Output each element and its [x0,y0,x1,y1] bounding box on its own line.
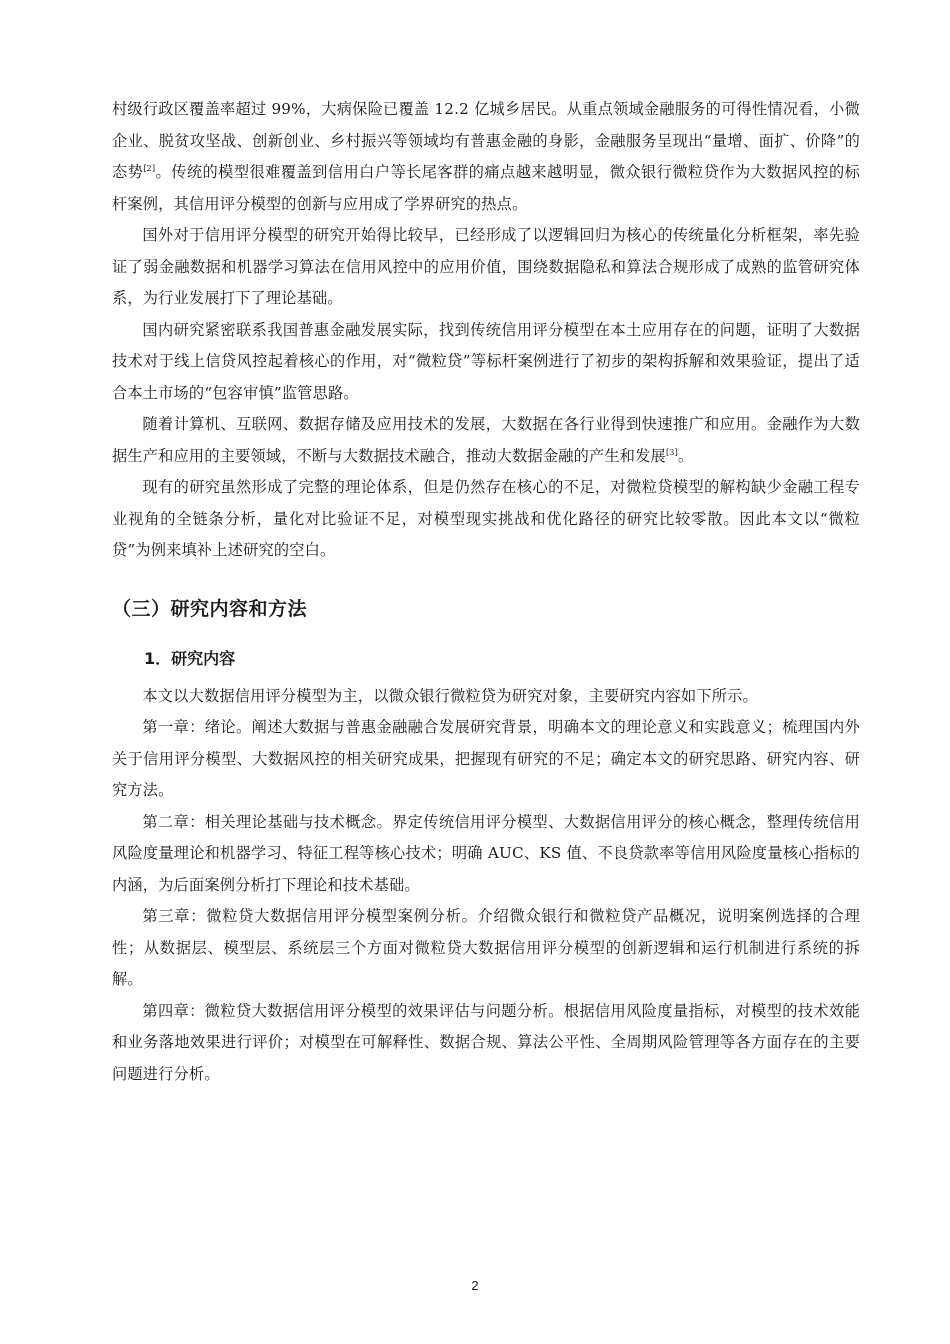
paper-body [112,94,860,1090]
paragraph-chapter-1: 第一章：绪论。阐述大数据与普惠金融融合发展研究背景，明确本文的理论意义和实践意义；梳理国内外关于信用评分模型、大数据风控的相关研究成果，把握现有研究的不足；确定本文的研究思路、研究内容、研究方法。 [112,718,860,799]
citation-ref: [2] [143,163,156,173]
section-heading: （三）研究内容和方法 [112,597,308,620]
paragraph-text: 随着计算机、互联网、数据存储及应用技术的发展，大数据在各行业得到快速推广和应用。金融作为大数据生产和应用的主要领域，不断与大数据技术融合，推动大数据金融的产生和发展 [112,415,860,465]
subsection-heading: 1．研究内容 [144,648,236,668]
paragraph-domestic-research: 国内研究紧密联系我国普惠金融发展实际，找到传统信用评分模型在本土应用存在的问题，证明了大数据技术对于线上信贷风控起着核心的作用，对“微粒贷”等标杆案例进行了初步的架构拆解和效果验证，提出了适合本土市场的“包容审慎”监管思路。 [112,320,860,402]
paragraph-big-data-finance [112,409,860,472]
paragraph-text: 。 [677,446,694,465]
page-number: 2 [471,1278,479,1293]
paragraph-research-object: 本文以大数据信用评分模型为主，以微众银行微粒贷为研究对象，主要研究内容如下所示。 [142,686,758,705]
paragraph-foreign-research: 国外对于信用评分模型的研究开始得比较早，已经形成了以逻辑回归为核心的传统量化分析框架，率先验证了弱金融数据和机器学习算法在信用风控中的应用价值，围绕数据隐私和算法合规形成了成熟的监管研究体系，为行业发展打下了理论基础。 [112,226,860,307]
paragraph-chapter-2: 第二章：相关理论基础与技术概念。界定传统信用评分模型、大数据信用评分的核心概念，整理传统信用风险度量理论和机器学习、特征工程等核心技术；明确 AUC、KS 值、不良贷款率等信用风险度量核心指标的内涵，为后面案例分析打下理论和技术基础。 [112,812,860,894]
paragraph-coverage-continuation [112,94,860,220]
paragraph-text: 。传统的模型很难覆盖到信用白户等长尾客群的痛点越来越明显，微众银行微粒贷作为大数据风控的标杆案例，其信用评分模型的创新与应用成了学界研究的热点。 [112,163,861,213]
paragraph-research-gap: 现有的研究虽然形成了完整的理论体系，但是仍然存在核心的不足，对微粒贷模型的解构缺少金融工程专业视角的全链条分析，量化对比验证不足，对模型现实挑战和优化路径的研究比较零散。因此本文以“微粒贷”为例来填补上述研究的空白。 [112,478,860,559]
paragraph-chapter-4: 第四章：微粒贷大数据信用评分模型的效果评估与问题分析。根据信用风险度量指标，对模型的技术效能和业务落地效果进行评价；对模型在可解释性、数据合规、算法公平性、全周期风险管理等各方面存在的主要问题进行分析。 [112,1001,860,1083]
citation-ref: [3] [665,447,678,457]
paragraph-text: 村级行政区覆盖率超过 99%，大病保险已覆盖 12.2 亿城乡居民。从重点领域金融服务的可得性情况看，小微企业、脱贫攻坚战、创新创业、乡村振兴等领域均有普惠金融的身影，金融服务呈现出“量增、面扩、价降”的态势 [112,100,860,181]
paragraph-chapter-3: 第三章：微粒贷大数据信用评分模型案例分析。介绍微众银行和微粒贷产品概况，说明案例选择的合理性；从数据层、模型层、系统层三个方面对微粒贷大数据信用评分模型的创新逻辑和运行机制进行系统的拆解。 [112,907,860,988]
